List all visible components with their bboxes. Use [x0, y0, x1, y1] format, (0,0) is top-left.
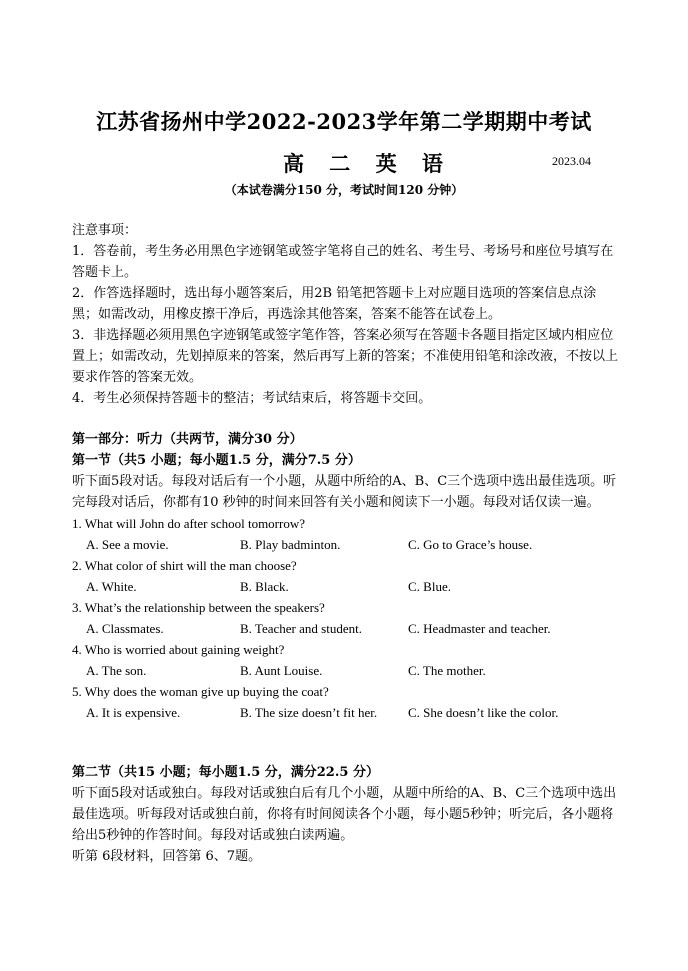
part1-section	[72, 429, 620, 723]
option-b: B. Aunt Louise.	[240, 663, 323, 678]
question-options	[72, 702, 620, 723]
option-b: B. Black.	[240, 579, 289, 594]
notice-item: 4．考生必须保持答题卡的整洁；考试结束后，将答题卡交回。	[72, 391, 432, 406]
option-b: B. Play badminton.	[240, 537, 341, 552]
option-a: A. See a movie.	[86, 537, 169, 552]
question-options	[72, 576, 620, 597]
option-a: A. The son.	[86, 663, 147, 678]
option-a: A. White.	[86, 579, 137, 594]
section1-instructions: 听下面5段对话。每段对话后有一个小题，从题中所给的A、B、C三个选项中选出最佳选项。听完每段对话后，你都有10 秒钟的时间来回答有关小题和阅读下一小题。每段对话仅读一遍。	[72, 474, 617, 510]
section1-heading: 第一节（共5 小题；每小题1.5 分，满分7.5 分）	[72, 453, 361, 468]
question-options	[72, 660, 620, 681]
question-text: 5. Why does the woman give up buying the coat?	[72, 684, 329, 699]
option-a: A. It is expensive.	[86, 705, 181, 720]
option-c: C. Go to Grace’s house.	[408, 537, 533, 552]
option-b: B. The size doesn’t fit her.	[240, 705, 378, 720]
part1-heading: 第一部分：听力（共两节，满分30 分）	[72, 432, 303, 447]
question-text: 1. What will John do after school tomorrow?	[72, 516, 305, 531]
notice-item: 1．答卷前，考生务必用黑色字迹钢笔或签字笔将自己的姓名、考生号、考场号和座位号填写在答题卡上。	[72, 244, 614, 280]
exam-note: （本试卷满分150 分，考试时间120 分钟）	[224, 183, 464, 197]
notice-section	[72, 220, 620, 409]
subject-title: 高 二 英 语	[283, 151, 452, 176]
section2-heading: 第二节（共15 小题；每小题1.5 分，满分22.5 分）	[72, 765, 379, 780]
exam-date: 2023.04	[552, 154, 591, 168]
option-c: C. The mother.	[408, 663, 486, 678]
option-c: C. She doesn’t like the color.	[408, 705, 559, 720]
question-text: 3. What’s the relationship between the speakers?	[72, 600, 325, 615]
section2	[72, 762, 620, 867]
notice-item: 3．非选择题必须用黑色字迹钢笔或签字笔作答，答案必须写在答题卡各题目指定区域内相应位置上；如需改动，先划掉原来的答案，然后再写上新的答案；不准使用铅笔和涂改液，不按以上要求作答的答案无效。	[72, 328, 619, 385]
question-text: 4. Who is worried about gaining weight?	[72, 642, 285, 657]
section2-line: 听第 6段材料，回答第 6、7题。	[72, 849, 262, 864]
option-c: C. Blue.	[408, 579, 451, 594]
option-c: C. Headmaster and teacher.	[408, 621, 551, 636]
option-a: A. Classmates.	[86, 621, 164, 636]
question-options	[72, 618, 620, 639]
exam-title: 江苏省扬州中学2022-2023学年第二学期期中考试	[96, 109, 592, 134]
notice-item: 2．作答选择题时，选出每小题答案后，用2B 铅笔把答题卡上对应题目选项的答案信息点涂黑；如需改动，用橡皮擦干净后，再选涂其他答案，答案不能答在试卷上。	[72, 286, 597, 322]
section2-instructions: 听下面5段对话或独白。每段对话或独白后有几个小题，从题中所给的A、B、C三个选项中选出最佳选项。听每段对话或独白前，你将有时间阅读各个小题，每小题5秒钟；听完后，各小题将给出5秒钟的作答时间。每段对话或独白读两遍。	[72, 786, 617, 843]
option-b: B. Teacher and student.	[240, 621, 362, 636]
notice-heading: 注意事项：	[72, 223, 138, 238]
question-options	[72, 534, 620, 555]
question-text: 2. What color of shirt will the man choose?	[72, 558, 297, 573]
